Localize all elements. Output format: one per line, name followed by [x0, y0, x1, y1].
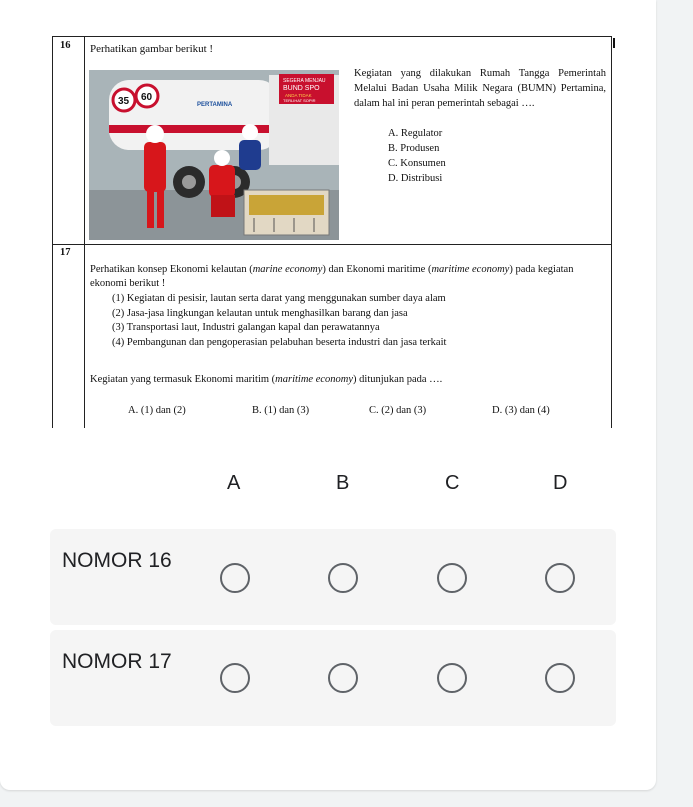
- q17-item-2: (2) Jasa-jasa lingkungan kelautan untuk menghasilkan barang dan jasa: [112, 307, 408, 319]
- q17-item-3: (3) Transportasi laut, Industri galangan kapal dan perawatannya: [112, 322, 380, 333]
- sign-line-1: SEGERA MENJAU: [283, 78, 326, 84]
- radio-17-c[interactable]: [437, 663, 467, 693]
- sign-line-2: BUND SPO: [283, 85, 320, 92]
- question-16-options: [388, 126, 446, 186]
- radio-17-b[interactable]: [328, 663, 358, 693]
- question-17-number: 17: [60, 247, 71, 258]
- question-17-items: [112, 292, 592, 350]
- question-16-text: Kegiatan yang dilakukan Rumah Tangga Pemerintah Melalui Badan Usaha Milik Negara (BUMN) Pertamina, dalam hal ini peran pemerintah sebagai ….: [354, 68, 606, 109]
- radio-17-a[interactable]: [220, 663, 250, 693]
- pertamina-tanker-photo: [89, 70, 339, 240]
- question-image: [52, 36, 612, 428]
- radio-16-b[interactable]: [328, 563, 358, 593]
- sign-line-3: ANDA TIDAK: [285, 93, 312, 98]
- q17-option-d: D. (3) dan (4): [492, 405, 550, 416]
- question-17-prompt: Kegiatan yang termasuk Ekonomi maritim (maritime economy) ditunjukan pada ….: [90, 374, 443, 385]
- grid-row-label: NOMOR 17: [62, 650, 172, 673]
- radio-16-c[interactable]: [437, 563, 467, 593]
- sign-line-4: TERLIHAT SOPIR: [283, 98, 316, 103]
- radio-16-d[interactable]: [545, 563, 575, 593]
- q16-option-d: D. Distribusi: [388, 173, 443, 184]
- q17-item-4: (4) Pembangunan dan pengoperasian pelabuhan beserta industri dan jasa terkait: [112, 336, 447, 348]
- text-cursor-mark: [613, 38, 615, 48]
- page-background-strip: [665, 0, 693, 807]
- speed-sign-60: 60: [141, 92, 153, 103]
- grid-row-label: NOMOR 16: [62, 549, 172, 572]
- radio-17-d[interactable]: [545, 663, 575, 693]
- q16-option-c: C. Konsumen: [388, 158, 446, 169]
- pertamina-logo-text: PERTAMINA: [197, 102, 233, 108]
- question-16-number: 16: [60, 40, 71, 51]
- radio-16-a[interactable]: [220, 563, 250, 593]
- q17-option-a: A. (1) dan (2): [128, 405, 186, 416]
- grid-row-17: [50, 630, 616, 726]
- question-16-title: Perhatikan gambar berikut !: [90, 43, 214, 55]
- number-column-divider: [84, 36, 85, 428]
- q17-item-1: (1) Kegiatan di pesisir, lautan serta darat yang menggunakan sumber daya alam: [112, 293, 446, 304]
- speed-sign-35: 35: [118, 96, 130, 107]
- grid-column-c: C: [445, 472, 460, 494]
- grid-row-16: [50, 529, 616, 625]
- q16-option-a: A. Regulator: [388, 128, 443, 139]
- question-17-title: Perhatikan konsep Ekonomi kelautan (marine economy) dan Ekonomi maritime (maritime economy) pada kegiatan ekonomi berikut !: [90, 264, 574, 289]
- grid-column-d: D: [553, 472, 568, 494]
- q16-option-b: B. Produsen: [388, 143, 440, 154]
- grid-column-b: B: [336, 472, 350, 494]
- q17-option-c: C. (2) dan (3): [369, 405, 427, 416]
- grid-column-a: A: [227, 472, 241, 494]
- q17-option-b: B. (1) dan (3): [252, 405, 310, 416]
